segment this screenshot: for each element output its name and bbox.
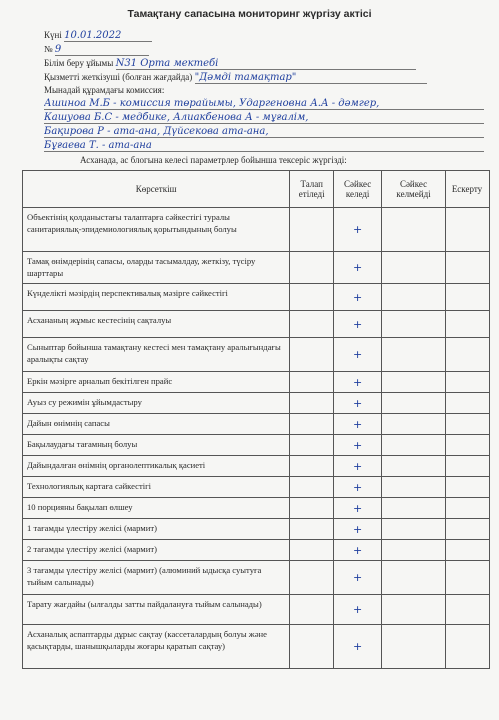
- compliant-cell: [334, 338, 382, 372]
- criterion-cell: Күнделікті мәзірдің перспективалық мәзірге сәйкестігі: [23, 284, 290, 311]
- document-title: Тамақтану сапасына мониторинг жүргізу актісі: [127, 8, 372, 20]
- note-cell: [445, 540, 489, 561]
- required-cell: [290, 477, 334, 498]
- non-compliant-cell: [382, 284, 446, 311]
- non-compliant-cell: [382, 456, 446, 477]
- required-cell: [290, 208, 334, 252]
- header-indicator: Көрсеткіш: [23, 171, 290, 208]
- non-compliant-cell: [382, 208, 446, 252]
- supplier-line: [44, 72, 427, 84]
- non-compliant-cell: [382, 561, 446, 595]
- table-row: [23, 393, 490, 414]
- commission-label: Мынадай құрамдағы комиссия:: [44, 85, 165, 95]
- number-line: [44, 44, 149, 56]
- commission-member-line-4: Бұғаева Т. - ата-ана: [44, 140, 484, 152]
- check-mark: +: [353, 348, 363, 361]
- criterion-cell: Объектінің қолданыстағы талаптарға сәйкестігі туралы санитариялық-эпидемиологиялық қорытындының болуы: [23, 208, 290, 252]
- table-row: [23, 252, 490, 284]
- check-mark: +: [353, 501, 363, 515]
- required-cell: [290, 372, 334, 393]
- supplier-value: "Дәмді тамақтар": [195, 72, 427, 84]
- non-compliant-cell: [382, 435, 446, 456]
- note-cell: [445, 435, 489, 456]
- criterion-cell: Еркін мәзірге арналып бекітілген прайс: [23, 372, 290, 393]
- criterion-cell: Дайын өнімнің сапасы: [23, 414, 290, 435]
- non-compliant-cell: [382, 540, 446, 561]
- table-row: [23, 311, 490, 338]
- note-cell: [445, 338, 489, 372]
- check-mark: +: [353, 543, 363, 557]
- criterion-cell: Асхананың жұмыс кестесінің сақталуы: [23, 311, 290, 338]
- compliant-cell: [334, 595, 382, 625]
- check-mark: +: [353, 640, 363, 653]
- required-cell: [290, 498, 334, 519]
- table-row: [23, 456, 490, 477]
- compliant-cell: [334, 208, 382, 252]
- compliant-cell: [334, 393, 382, 414]
- check-mark: +: [353, 317, 363, 331]
- note-cell: [445, 456, 489, 477]
- check-mark: +: [353, 480, 363, 494]
- criterion-cell: 3 тағамды үлестіру желісі (мармит) (алюминий ыдысқа суытуға тыйым салынады): [23, 561, 290, 595]
- required-cell: [290, 456, 334, 477]
- note-cell: [445, 595, 489, 625]
- check-mark: +: [353, 459, 363, 473]
- table-row: [23, 540, 490, 561]
- table-row: [23, 498, 490, 519]
- number-label: №: [44, 44, 53, 54]
- check-mark: +: [353, 396, 363, 410]
- required-cell: [290, 338, 334, 372]
- non-compliant-cell: [382, 372, 446, 393]
- note-cell: [445, 284, 489, 311]
- non-compliant-cell: [382, 498, 446, 519]
- compliant-cell: [334, 477, 382, 498]
- compliant-cell: [334, 372, 382, 393]
- note-cell: [445, 625, 489, 669]
- note-cell: [445, 561, 489, 595]
- non-compliant-cell: [382, 252, 446, 284]
- check-mark: +: [353, 522, 363, 536]
- criterion-cell: Технологиялық картаға сәйкестігі: [23, 477, 290, 498]
- compliant-cell: [334, 540, 382, 561]
- table-row: [23, 284, 490, 311]
- compliant-cell: [334, 252, 382, 284]
- date-value: 10.01.2022: [64, 30, 152, 42]
- note-cell: [445, 372, 489, 393]
- check-mark: +: [353, 261, 363, 274]
- number-value: 9: [55, 44, 149, 56]
- table-row: [23, 338, 490, 372]
- required-cell: [290, 595, 334, 625]
- table-header-row: [23, 171, 490, 208]
- compliant-cell: [334, 561, 382, 595]
- note-cell: [445, 519, 489, 540]
- table-row: [23, 477, 490, 498]
- table-row: [23, 625, 490, 669]
- required-cell: [290, 414, 334, 435]
- compliant-cell: [334, 519, 382, 540]
- date-line: [44, 30, 152, 42]
- organization-value: N31 Орта мектебі: [116, 58, 416, 70]
- commission-member-line-1: Ашиноа М.Б - комиссия төрайымы, Ударгеновна А.А - дәмгер,: [44, 98, 484, 110]
- criterion-cell: Тарату жағдайы (ылғалды затты пайдалануға тыйым салынады): [23, 595, 290, 625]
- date-label: Күні: [44, 30, 62, 40]
- required-cell: [290, 561, 334, 595]
- criterion-cell: Тамақ өнімдерінің сапасы, оларды тасымалдау, жеткізу, түсіру шарттары: [23, 252, 290, 284]
- note-cell: [445, 414, 489, 435]
- criterion-cell: Ауыз су режимін ұйымдастыру: [23, 393, 290, 414]
- check-mark: +: [353, 438, 363, 452]
- table-row: [23, 519, 490, 540]
- criterion-cell: 2 тағамды үлестіру желісі (мармит): [23, 540, 290, 561]
- required-cell: [290, 252, 334, 284]
- non-compliant-cell: [382, 477, 446, 498]
- table-row: [23, 208, 490, 252]
- criterion-cell: 10 порцияны бақылап өлшеу: [23, 498, 290, 519]
- table-row: [23, 372, 490, 393]
- required-cell: [290, 393, 334, 414]
- required-cell: [290, 311, 334, 338]
- note-cell: [445, 393, 489, 414]
- note-cell: [445, 498, 489, 519]
- header-compliant: Сәйкес келеді: [334, 171, 382, 208]
- note-cell: [445, 477, 489, 498]
- check-mark: +: [353, 417, 363, 431]
- table-row: [23, 595, 490, 625]
- non-compliant-cell: [382, 595, 446, 625]
- non-compliant-cell: [382, 519, 446, 540]
- inspection-intro: Асханада, ас блогына келесі параметрлер бойынша тексеріс жүргізді:: [80, 155, 347, 165]
- table-row: [23, 414, 490, 435]
- criterion-cell: Асханалық аспаптарды дұрыс сақтау (кассеталардың болуы және қасықтарды, шанышқыларды жоғары қаратып сақтау): [23, 625, 290, 669]
- compliant-cell: [334, 435, 382, 456]
- check-mark: +: [353, 571, 363, 584]
- compliant-cell: [334, 498, 382, 519]
- header-required: Талап етіледі: [290, 171, 334, 208]
- check-mark: +: [353, 223, 363, 236]
- criterion-cell: Бақылаудағы тағамның болуы: [23, 435, 290, 456]
- criterion-cell: Дайындалған өнімнің органолептикалық қасиеті: [23, 456, 290, 477]
- non-compliant-cell: [382, 338, 446, 372]
- supplier-label: Қызметті жеткізуші (болған жағдайда): [44, 72, 193, 82]
- required-cell: [290, 284, 334, 311]
- required-cell: [290, 625, 334, 669]
- non-compliant-cell: [382, 625, 446, 669]
- monitoring-table: [22, 170, 490, 669]
- compliant-cell: [334, 284, 382, 311]
- header-non-compliant: Сәйкес келмейді: [382, 171, 446, 208]
- note-cell: [445, 252, 489, 284]
- compliant-cell: [334, 625, 382, 669]
- table-row: [23, 561, 490, 595]
- criterion-cell: Сыныптар бойынша тамақтану кестесі мен тамақтану аралығындағы аралықты сақтау: [23, 338, 290, 372]
- criterion-cell: 1 тағамды үлестіру желісі (мармит): [23, 519, 290, 540]
- check-mark: +: [353, 375, 363, 389]
- note-cell: [445, 208, 489, 252]
- non-compliant-cell: [382, 393, 446, 414]
- table-row: [23, 435, 490, 456]
- required-cell: [290, 540, 334, 561]
- commission-member-line-2: Кашуова Б.С - медбике, Алиакбенова А - мұғалім,: [44, 112, 484, 124]
- required-cell: [290, 519, 334, 540]
- header-note: Ескерту: [445, 171, 489, 208]
- non-compliant-cell: [382, 414, 446, 435]
- note-cell: [445, 311, 489, 338]
- check-mark: +: [353, 603, 363, 616]
- compliant-cell: [334, 414, 382, 435]
- organization-line: [44, 58, 416, 70]
- check-mark: +: [353, 290, 363, 304]
- organization-label: Білім беру ұйымы: [44, 58, 114, 68]
- commission-member-line-3: Бақирова Р - ата-ана, Дүйсекова ата-ана,: [44, 126, 484, 138]
- required-cell: [290, 435, 334, 456]
- non-compliant-cell: [382, 311, 446, 338]
- compliant-cell: [334, 456, 382, 477]
- compliant-cell: [334, 311, 382, 338]
